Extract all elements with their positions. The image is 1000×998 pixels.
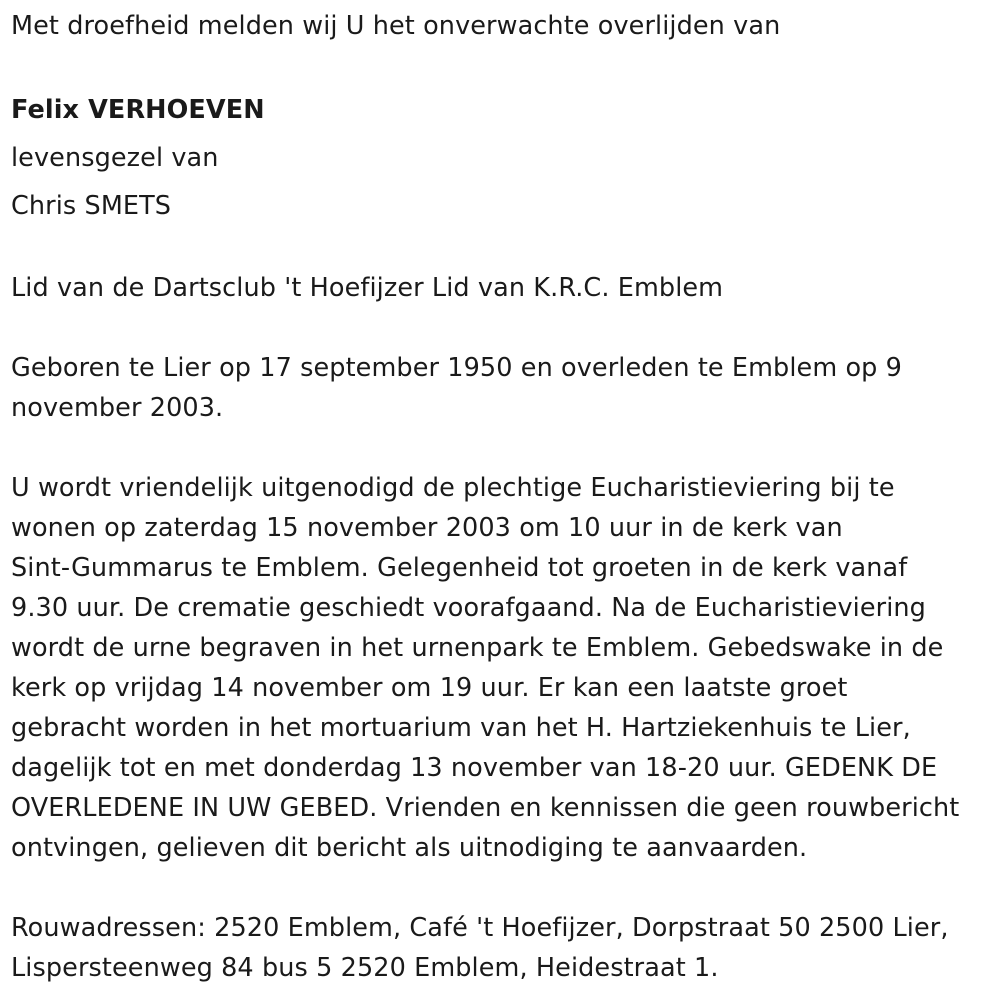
spacer — [11, 308, 1000, 348]
paragraph-line: ontvingen, gelieven dit bericht als uitnodiging te aanvaarden. — [11, 833, 808, 863]
paragraph-line: OVERLEDENE IN UW GEBED. Vrienden en kennissen die geen rouwbericht — [11, 793, 960, 823]
addresses-paragraph — [11, 908, 1000, 988]
paragraph-line: november 2003. — [11, 393, 224, 423]
paragraph-line: U wordt vriendelijk uitgenodigd de plechtige Eucharistieviering bij te — [11, 473, 895, 503]
spacer — [11, 428, 1000, 468]
relation-text: levensgezel van — [11, 143, 219, 173]
paragraph-line: dagelijk tot en met donderdag 13 november van 18-20 uur. GEDENK DE — [11, 753, 938, 783]
birth-death-paragraph — [11, 348, 1000, 428]
memberships-text: Lid van de Dartsclub 't Hoefijzer Lid van K.R.C. Emblem — [11, 273, 724, 303]
deceased-name: Felix VERHOEVEN — [11, 95, 265, 125]
ceremony-paragraph — [11, 468, 1000, 868]
paragraph-line: Geboren te Lier op 17 september 1950 en overleden te Emblem op 9 — [11, 353, 902, 383]
spacer — [11, 230, 1000, 268]
paragraph-line: Lispersteenweg 84 bus 5 2520 Emblem, Heidestraat 1. — [11, 953, 719, 983]
paragraph-line: wordt de urne begraven in het urnenpark te Emblem. Gebedswake in de — [11, 633, 944, 663]
paragraph-line: gebracht worden in het mortuarium van het H. Hartziekenhuis te Lier, — [11, 713, 911, 743]
spacer — [11, 868, 1000, 908]
paragraph-line: Rouwadressen: 2520 Emblem, Café 't Hoefijzer, Dorpstraat 50 2500 Lier, — [11, 913, 949, 943]
paragraph-line: 9.30 uur. De crematie geschiedt voorafgaand. Na de Eucharistieviering — [11, 593, 926, 623]
paragraph-line: Sint-Gummarus te Emblem. Gelegenheid tot groeten in de kerk vanaf — [11, 553, 908, 583]
paragraph-line: kerk op vrijdag 14 november om 19 uur. Er kan een laatste groet — [11, 673, 848, 703]
paragraph-line: wonen op zaterdag 15 november 2003 om 10 uur in de kerk van — [11, 513, 843, 543]
intro-text: Met droefheid melden wij U het onverwachte overlijden van — [11, 11, 781, 41]
partner-name: Chris SMETS — [11, 191, 172, 221]
